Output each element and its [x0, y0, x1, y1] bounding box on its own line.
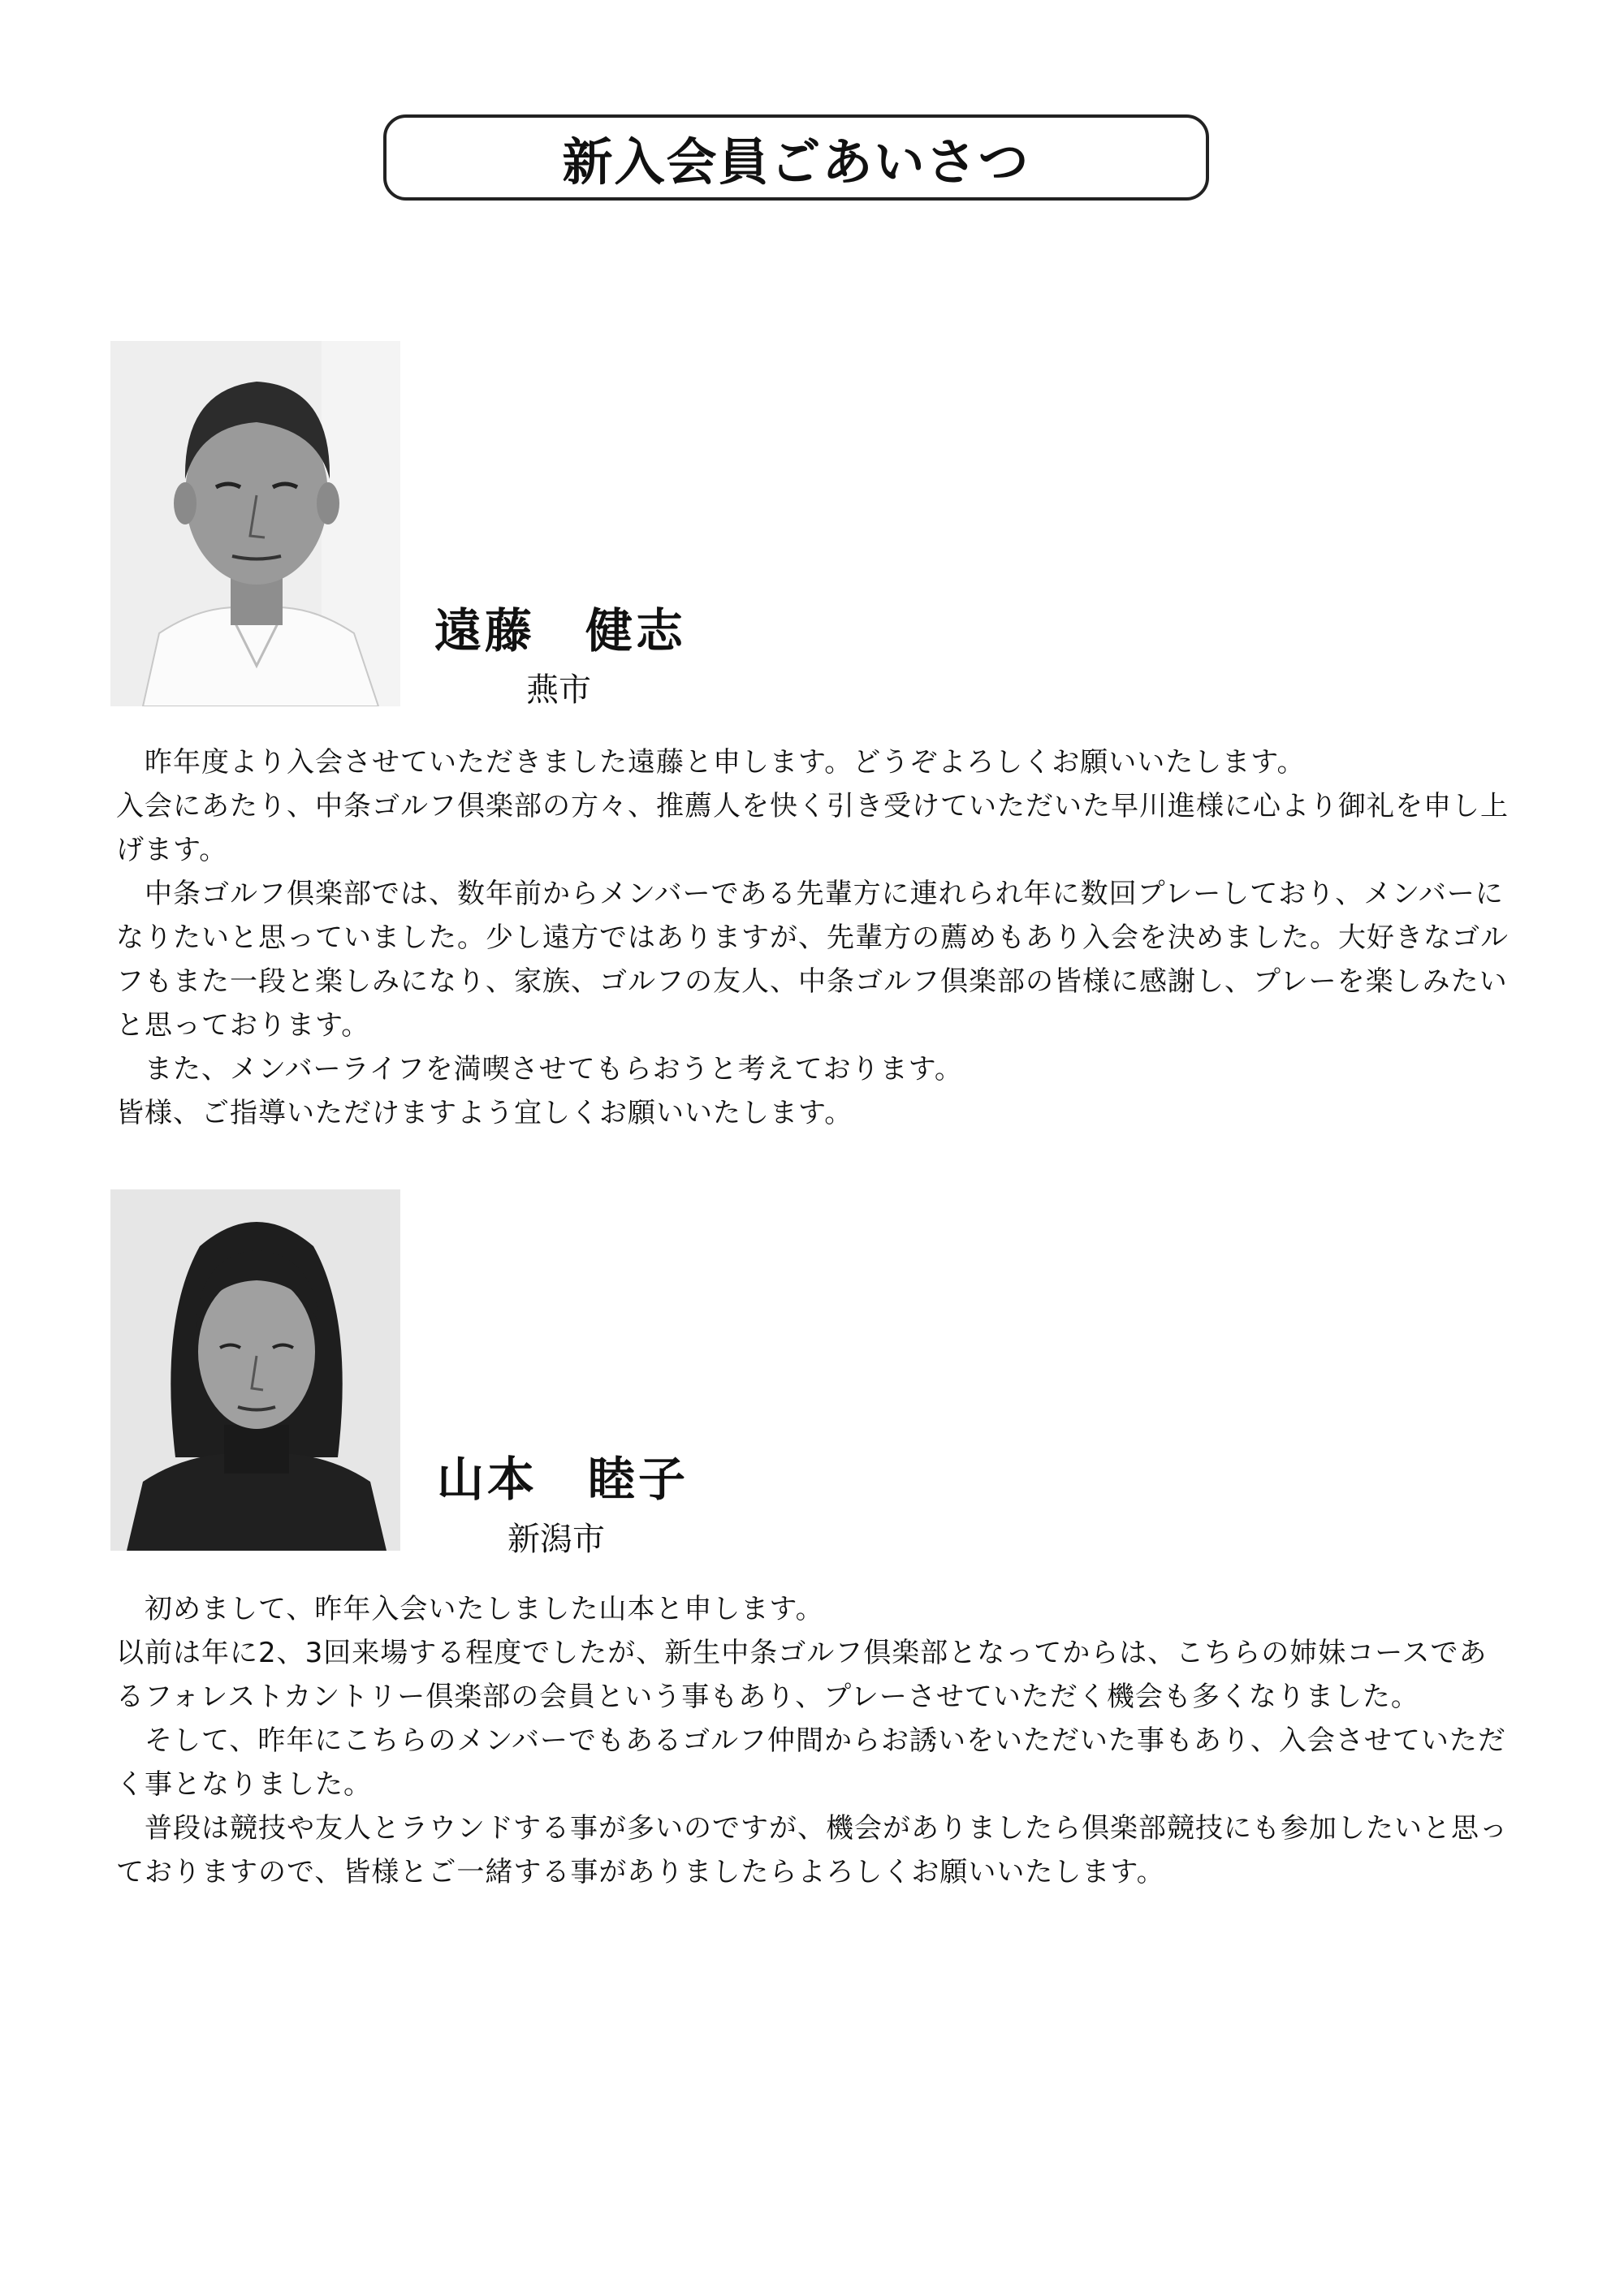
member-1-paragraph: 中条ゴルフ倶楽部では、数年前からメンバーである先輩方に連れられ年に数回プレーしており、メンバーになりたいと思っていました。少し遠方ではありますが、先輩方の薦めもあり入会を決めました。大好きなゴルフもまた一段と楽しみになり、家族、ゴルフの友人、中条ゴルフ倶楽部の皆様に感謝し、プレーを楽しみたいと思っております。 [116, 878, 1509, 1042]
member-1-paragraph: 皆様、ご指導いただけますよう宜しくお願いいたします。 [116, 1097, 853, 1129]
member-2-name: 山本 睦子 [437, 1452, 689, 1507]
member-2-paragraph: 以前は年に2、3回来場する程度でしたが、新生中条ゴルフ倶楽部となってからは、こちらの姉妹コースであるフォレストカントリー倶楽部の会員という事もあり、プレーさせていただく機会も多くなりました。 [116, 1637, 1488, 1713]
member-2-paragraph: 普段は競技や友人とラウンドする事が多いのですが、機会がありましたら倶楽部競技にも参加したいと思っておりますので、皆様とご一緒する事がありましたらよろしくお願いいたします。 [116, 1812, 1508, 1888]
portrait-man-image [110, 341, 400, 706]
member-1-city: 燕市 [526, 671, 591, 709]
member-2-photo [110, 1189, 400, 1551]
member-2-greeting [116, 1587, 1513, 1894]
page-title-box [383, 114, 1209, 201]
member-1-name: 遠藤 健志 [434, 603, 687, 658]
member-2-paragraph: 初めまして、昨年入会いたしました山本と申します。 [116, 1593, 824, 1625]
member-2-city: 新潟市 [508, 1521, 605, 1558]
member-1-photo [110, 341, 400, 706]
member-2-paragraph: そして、昨年にこちらのメンバーでもあるゴルフ仲間からお誘いをいただいた事もあり、入会させていただく事となりました。 [116, 1724, 1506, 1801]
member-1-paragraph: また、メンバーライフを満喫させてもらおうと考えております。 [116, 1053, 963, 1085]
portrait-woman-image [110, 1189, 400, 1551]
member-1-paragraph: 入会にあたり、中条ゴルフ倶楽部の方々、推薦人を快く引き受けていただいた早川進様に心より御礼を申し上げます。 [116, 790, 1509, 866]
member-1-greeting [116, 740, 1513, 1135]
page-title: 新入会員ごあいさつ [562, 132, 1030, 192]
member-1-paragraph: 昨年度より入会させていただきました遠藤と申します。どうぞよろしくお願いいたします。 [116, 746, 1306, 779]
